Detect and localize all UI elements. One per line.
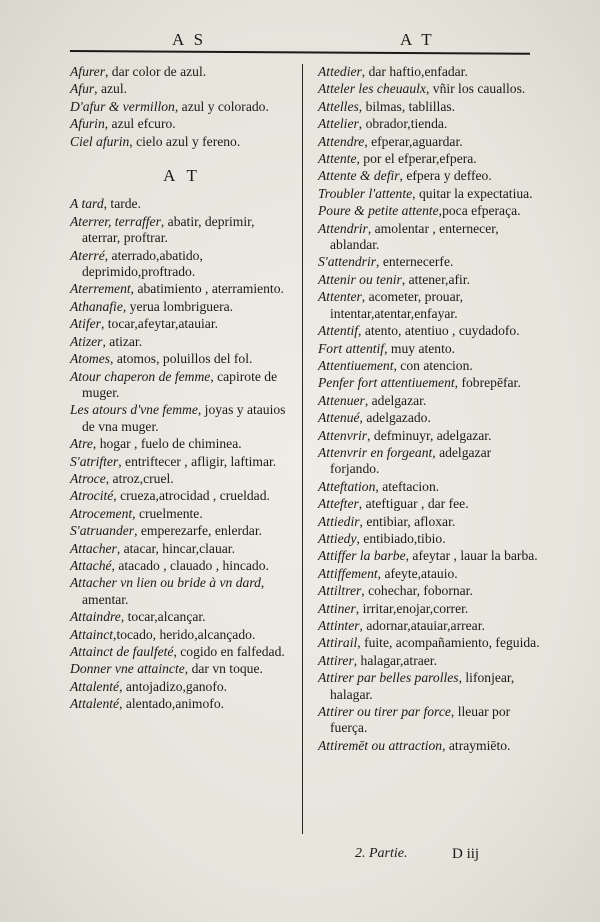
entry-headword: Attiedir xyxy=(318,513,360,529)
entry-headword: Aterrer, terraffer xyxy=(70,213,161,229)
dictionary-entry xyxy=(318,548,542,564)
entry-headword: Athanafie xyxy=(70,298,123,314)
entry-definition: , atento, atentiuo , cuydadofo. xyxy=(358,323,520,339)
dictionary-entry xyxy=(318,341,542,357)
entry-headword: Attirer ou tirer par force xyxy=(318,704,451,720)
entry-headword: Attalenté xyxy=(70,696,120,712)
entry-definition: , ateftacion. xyxy=(375,478,440,494)
dictionary-entry xyxy=(318,738,542,754)
section-heading: A T xyxy=(163,166,201,186)
entry-definition: , adelgazar. xyxy=(364,392,427,408)
entry-headword: Afur xyxy=(70,81,95,97)
entry-definition: ,tocado, herido,alcançado. xyxy=(113,626,256,642)
dictionary-entry xyxy=(318,358,542,374)
entry-headword: Attedier xyxy=(318,64,362,79)
dictionary-entry xyxy=(70,454,294,470)
dictionary-entry xyxy=(318,583,542,599)
column-divider xyxy=(302,64,303,834)
dictionary-entry xyxy=(70,575,294,608)
dictionary-entry xyxy=(70,644,294,660)
entry-definition: , hogar , fuelo de chiminea. xyxy=(92,436,242,452)
entry-definition: , atroz,cruel. xyxy=(105,470,174,486)
entry-definition: , vñir los cauallos. xyxy=(425,81,526,97)
entry-definition: , fuite, acompañamiento, feguida. xyxy=(357,635,540,651)
dictionary-entry xyxy=(318,704,542,737)
entry-headword: Atizer xyxy=(70,333,103,349)
dictionary-entry xyxy=(70,196,294,212)
dictionary-entry xyxy=(70,627,294,643)
entry-definition: , azul efcuro. xyxy=(104,116,176,132)
entry-definition: , emperezarfe, enlerdar. xyxy=(134,523,263,539)
entry-definition: , crueza,atrocidad , crueldad. xyxy=(113,488,270,504)
dictionary-entry xyxy=(318,410,542,426)
entry-definition: , acometer, prouar, intentar,atentar,enfayar. xyxy=(330,289,463,321)
dictionary-entry xyxy=(70,696,294,712)
entry-definition: , fobrepēfar. xyxy=(454,375,521,391)
entry-headword: Attenir ou tenir xyxy=(318,271,402,287)
entry-definition: , enternecerfe. xyxy=(376,254,454,270)
entry-headword: Ciel afurin xyxy=(70,133,130,149)
dictionary-entry xyxy=(70,488,294,504)
dictionary-entry xyxy=(318,653,542,669)
dictionary-entry xyxy=(318,81,542,97)
dictionary-entry xyxy=(318,445,542,478)
dictionary-entry xyxy=(318,203,542,219)
entry-definition: , capirote de muger. xyxy=(82,368,278,400)
right-entries xyxy=(318,64,542,754)
entry-headword: Fort attentif xyxy=(318,340,385,356)
entry-headword: Attacher xyxy=(70,540,117,556)
entry-definition: , obrador,tienda. xyxy=(358,116,448,132)
entry-definition: , amolentar , enternecer, ablandar. xyxy=(330,220,499,253)
entry-definition: , cruelmente. xyxy=(132,505,203,521)
dictionary-entry xyxy=(318,479,542,495)
entry-headword: Atrocement xyxy=(70,505,133,521)
dictionary-entry xyxy=(70,402,294,435)
entry-definition: , quitar la expectatiua. xyxy=(412,185,533,201)
entry-headword: Donner vne attaincte xyxy=(70,661,185,677)
entry-definition: , alentado,animofo. xyxy=(119,696,225,712)
dictionary-entry xyxy=(70,134,294,150)
entry-definition: , attener,afir. xyxy=(401,271,470,287)
entry-definition: , atraymiēto. xyxy=(442,737,511,753)
entry-headword: Afurer xyxy=(70,64,105,79)
entry-definition: , adelgazar forjando. xyxy=(330,444,492,477)
entry-definition: , azul. xyxy=(94,81,128,97)
entry-headword: Troubler l'attente xyxy=(318,185,413,201)
entry-definition: ,poca efperaça. xyxy=(438,203,521,219)
dictionary-entry xyxy=(70,661,294,677)
dictionary-entry xyxy=(318,618,542,634)
entry-definition: , atacar, hincar,clauar. xyxy=(116,540,235,556)
entry-headword: Attefter xyxy=(318,496,359,512)
left-column xyxy=(70,64,294,714)
entry-definition: , yerua lombriguera. xyxy=(122,298,234,314)
entry-headword: S'attendrir xyxy=(318,254,377,270)
entry-headword: A tard xyxy=(70,196,104,212)
dictionary-entry xyxy=(70,351,294,367)
entry-definition: , defminuyr, adelgazar. xyxy=(367,427,492,443)
dictionary-entry xyxy=(318,99,542,115)
entry-headword: Attaché xyxy=(70,557,112,573)
dictionary-entry xyxy=(318,566,542,582)
dictionary-entry xyxy=(318,428,542,444)
entry-definition: , amentar. xyxy=(82,575,265,607)
dictionary-entry xyxy=(70,281,294,297)
entry-definition: , efperar,aguardar. xyxy=(364,133,463,149)
dictionary-entry xyxy=(70,369,294,402)
entry-definition: , tocar,afeytar,atauiar. xyxy=(100,316,218,332)
entry-definition: , tocar,alcançar. xyxy=(120,609,206,625)
entry-headword: Attacher vn lien ou bride à vn dard xyxy=(70,575,261,591)
entry-definition: , joyas y atauios de vna muger. xyxy=(82,402,286,434)
entry-definition: , lleuar por fuerça. xyxy=(330,704,511,736)
entry-headword: Penfer fort attentiuement xyxy=(318,375,455,391)
entry-definition: , entibiado,tibio. xyxy=(356,530,446,546)
entry-definition: , entibiar, afloxar. xyxy=(359,513,456,529)
entry-headword: Attenvrir xyxy=(318,427,368,443)
dictionary-entry xyxy=(318,289,542,322)
left-entries-as xyxy=(70,64,294,150)
entry-definition: , halagar,atraer. xyxy=(353,652,437,668)
dictionary-entry xyxy=(318,601,542,617)
entry-headword: Attelier xyxy=(318,116,359,132)
dictionary-entry xyxy=(70,558,294,574)
dictionary-entry xyxy=(70,471,294,487)
entry-headword: Atre xyxy=(70,436,93,452)
dictionary-entry xyxy=(318,496,542,512)
footer-signature: D iij xyxy=(452,846,480,862)
entry-headword: Attainct xyxy=(70,626,114,642)
running-head-left: A S xyxy=(172,30,207,49)
entry-definition: , afeytar , lauar la barba. xyxy=(405,548,538,564)
entry-definition: , aterrado,abatido, deprimido,proftrado. xyxy=(82,247,203,280)
entry-definition: , azul y colorado. xyxy=(174,98,269,114)
entry-headword: Attenué xyxy=(318,410,360,426)
dictionary-entry xyxy=(70,99,294,115)
entry-definition: , afeyte,atauio. xyxy=(377,565,458,581)
dictionary-entry xyxy=(70,64,294,80)
entry-definition: , antojadizo,ganofo. xyxy=(119,678,228,694)
entry-headword: Atteler les cheuaulx xyxy=(318,81,426,97)
dictionary-entry xyxy=(318,221,542,254)
entry-headword: Attainct de faulfeté xyxy=(70,644,174,659)
entry-headword: Attente xyxy=(318,151,357,167)
entry-definition: , lifonjear, halagar. xyxy=(330,670,515,702)
entry-headword: Attiedy xyxy=(318,530,357,546)
dictionary-entry xyxy=(318,64,542,80)
entry-headword: Attalenté xyxy=(70,678,120,694)
entry-headword: Atteftation xyxy=(318,478,376,494)
dictionary-entry xyxy=(70,116,294,132)
entry-headword: Attentiuement xyxy=(318,357,394,373)
entry-headword: Attirer par belles parolles xyxy=(318,670,459,686)
entry-headword: Attenvrir en forgeant xyxy=(318,444,433,460)
dictionary-entry xyxy=(318,254,542,270)
entry-headword: Aterrement xyxy=(70,281,131,297)
entry-definition: , efpera y deffeo. xyxy=(399,168,492,184)
entry-definition: , adornar,atauiar,arrear. xyxy=(359,618,485,633)
left-entries-at xyxy=(70,196,294,712)
dictionary-entry xyxy=(318,635,542,651)
dictionary-entry xyxy=(70,316,294,332)
dictionary-entry xyxy=(70,609,294,625)
entry-definition: , dar vn toque. xyxy=(184,661,263,677)
entry-headword: Attenter xyxy=(318,289,362,305)
dictionary-entry xyxy=(318,531,542,547)
entry-definition: , ateftiguar , dar fee. xyxy=(358,496,469,512)
entry-definition: , atomos, poluillos del fol. xyxy=(110,351,253,367)
entry-headword: Les atours d'vne femme xyxy=(70,402,198,418)
entry-definition: , dar color de azul. xyxy=(105,64,207,79)
entry-definition: , atacado , clauado , hincado. xyxy=(111,557,269,573)
entry-headword: Atour chaperon de femme xyxy=(70,368,211,384)
entry-headword: Attiffer la barbe xyxy=(318,548,406,564)
header-rule xyxy=(70,50,530,55)
dictionary-entry xyxy=(318,670,542,703)
entry-definition: , adelgazado. xyxy=(359,410,431,426)
entry-definition: , abatir, deprimir, aterrar, proftrar. xyxy=(82,213,255,246)
entry-headword: Attiltrer xyxy=(318,583,362,599)
entry-definition: , por el efperar,efpera. xyxy=(356,151,477,167)
footer-part: 2. Partie. xyxy=(355,846,408,861)
dictionary-entry xyxy=(70,541,294,557)
entry-headword: Attendrir xyxy=(318,220,368,236)
entry-headword: Attaindre xyxy=(70,609,121,625)
dictionary-entry xyxy=(318,186,542,202)
entry-headword: Atomes xyxy=(70,351,111,367)
dictionary-entry xyxy=(318,272,542,288)
dictionary-entry xyxy=(318,134,542,150)
entry-definition: , muy atento. xyxy=(384,340,456,356)
entry-headword: Attinter xyxy=(318,618,360,633)
entry-definition: , cogido en falfedad. xyxy=(173,644,285,659)
entry-headword: Attelles xyxy=(318,98,359,114)
entry-headword: Aterré xyxy=(70,247,105,263)
entry-headword: Attentif xyxy=(318,323,359,339)
dictionary-entry xyxy=(318,375,542,391)
dictionary-entry xyxy=(318,116,542,132)
dictionary-entry xyxy=(70,248,294,281)
entry-definition: , dar haftio,enfadar. xyxy=(361,64,468,79)
entry-headword: Atroce xyxy=(70,470,106,486)
dictionary-entry xyxy=(70,506,294,522)
entry-headword: Attirail xyxy=(318,635,358,651)
entry-definition: , bilmas, tablillas. xyxy=(358,98,456,114)
dictionary-entry xyxy=(318,393,542,409)
entry-definition: , irritar,enojar,correr. xyxy=(355,600,469,616)
dictionary-entry xyxy=(70,299,294,315)
running-head-right: A T xyxy=(400,30,435,49)
entry-headword: Afurin xyxy=(70,116,105,132)
entry-definition: , abatimiento , aterramiento. xyxy=(130,281,284,297)
entry-definition: , cohechar, fobornar. xyxy=(361,583,473,599)
dictionary-entry xyxy=(70,523,294,539)
entry-headword: Attendre xyxy=(318,133,365,149)
entry-headword: Poure & petite attente xyxy=(318,203,439,219)
entry-headword: Attirer xyxy=(318,652,354,668)
dictionary-entry xyxy=(318,514,542,530)
entry-headword: Attiffement xyxy=(318,565,378,581)
entry-definition: , cielo azul y fereno. xyxy=(129,133,241,149)
dictionary-entry xyxy=(318,168,542,184)
right-column xyxy=(318,64,542,755)
dictionary-entry xyxy=(318,323,542,339)
entry-headword: D'afur & vermillon xyxy=(70,98,175,114)
entry-definition: , entriftecer , afligir, laftimar. xyxy=(118,453,277,469)
entry-headword: Attente & defir xyxy=(318,168,400,184)
entry-definition: , atizar. xyxy=(102,333,143,349)
entry-headword: Atifer xyxy=(70,316,101,332)
entry-headword: Attenuer xyxy=(318,392,365,408)
entry-definition: , tarde. xyxy=(103,196,141,212)
entry-headword: Attiner xyxy=(318,600,356,616)
dictionary-entry xyxy=(318,151,542,167)
entry-headword: S'atruander xyxy=(70,523,135,539)
entry-headword: S'atrifter xyxy=(70,453,119,469)
entry-definition: , con atencion. xyxy=(393,357,473,373)
entry-headword: Atrocité xyxy=(70,488,114,504)
dictionary-entry xyxy=(70,679,294,695)
dictionary-entry xyxy=(70,81,294,97)
dictionary-entry xyxy=(70,214,294,247)
dictionary-entry xyxy=(70,334,294,350)
dictionary-entry xyxy=(70,436,294,452)
entry-headword: Attiremēt ou attraction xyxy=(318,737,443,753)
